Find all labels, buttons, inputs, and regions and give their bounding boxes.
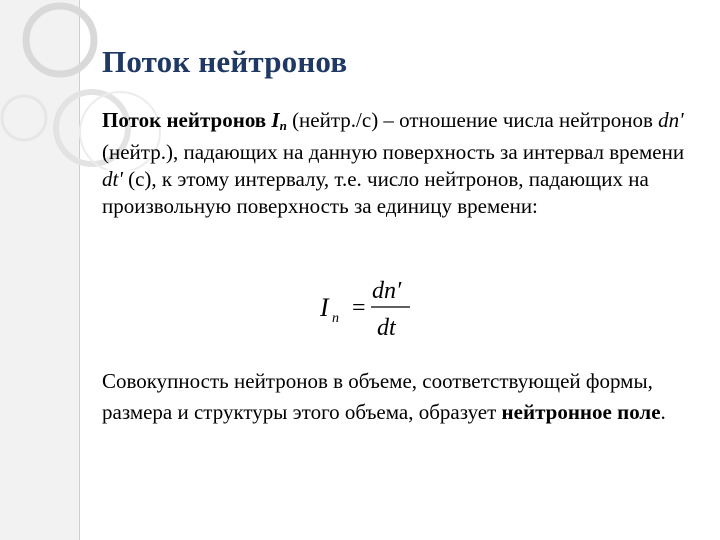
- definition-paragraph: [102, 107, 702, 220]
- flux-symbol: I: [271, 108, 280, 132]
- formula-lhs-subscript: n: [332, 311, 339, 326]
- decorative-ring: [2, 96, 46, 140]
- formula-denominator: dt: [377, 315, 396, 341]
- field-term: нейтронное поле: [501, 400, 661, 424]
- formula-lhs: I: [320, 293, 329, 322]
- field-text-end: .: [660, 400, 666, 424]
- flux-formula: [318, 272, 428, 344]
- decorative-ring: [26, 6, 94, 74]
- neutron-field-paragraph: [102, 366, 702, 428]
- slide-title: Поток нейтронов: [102, 44, 348, 79]
- formula-numerator: dn′: [372, 278, 402, 304]
- definition-text-3: (с), к этому интервалу, т.е. число нейтронов, падающих на произвольную поверхность за единицу времени:: [102, 167, 649, 218]
- dn-symbol: dn': [658, 108, 684, 132]
- flux-symbol-subscript: n: [279, 118, 287, 133]
- field-text: Совокупность нейтронов в объеме, соответствующей формы, размера и структуры этого объема, образует: [102, 369, 653, 424]
- formula-equals: =: [352, 295, 366, 321]
- definition-term: Поток нейтронов: [102, 108, 272, 132]
- definition-text-2: (нейтр.), падающих на данную поверхность за интервал времени: [102, 140, 685, 164]
- definition-text-1: (нейтр./с) – отношение числа нейтронов: [286, 108, 659, 132]
- dt-symbol: dt': [102, 167, 123, 191]
